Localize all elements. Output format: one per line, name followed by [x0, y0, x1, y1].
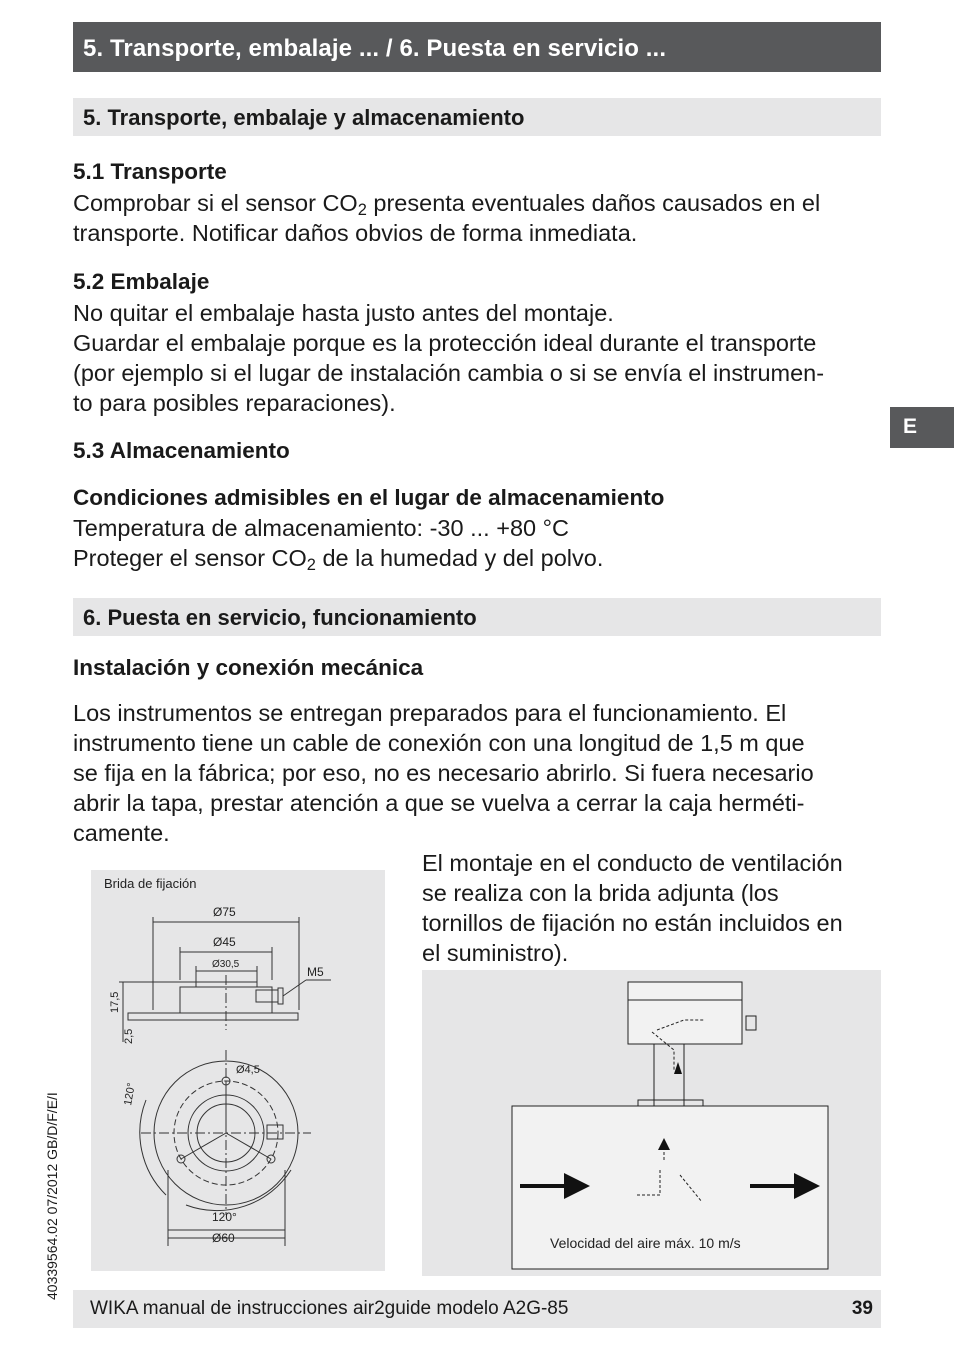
dim-hole-4: Ø4,5 [236, 1064, 260, 1076]
text-line: No quitar el embalaje hasta justo antes del montaje. [73, 300, 614, 326]
text-line: Los instrumentos se entregan preparados para el funcionamiento. El [73, 700, 787, 726]
dim-height-2: 2,5 [123, 1028, 135, 1044]
subsection-5-2-heading: 5.2 Embalaje [73, 269, 210, 294]
text-line: tornillos de fijación no están incluidos en [422, 910, 843, 936]
text-line: (por ejemplo si el lugar de instalación cambia o si se envía el instrumen- [73, 360, 825, 386]
section-5-heading [73, 98, 881, 136]
mounting-text [422, 848, 892, 968]
text-line: Guardar el embalaje porque es la protección ideal durante el transporte [73, 330, 817, 356]
duct-drawing [422, 970, 881, 1276]
dim-diameter-30: Ø30,5 [212, 959, 240, 970]
duct-drawing-svg [422, 970, 881, 1276]
storage-conditions-heading: Condiciones admisibles en el lugar de almacenamiento [73, 485, 665, 510]
text-fragment: presenta eventuales daños causados en el [366, 190, 821, 216]
dim-diameter-45: Ø45 [213, 935, 236, 949]
flange-drawing-svg [91, 870, 385, 1271]
section-6-heading [73, 598, 881, 636]
dim-diameter-75: Ø75 [213, 905, 236, 919]
dim-thread-m5: M5 [307, 965, 324, 979]
subsection-5-1-heading: 5.1 Transporte [73, 159, 227, 184]
page-header [73, 22, 881, 72]
installation-text [73, 698, 888, 848]
dim-height-17: 17,5 [109, 991, 121, 1013]
subsection-5-2-text [73, 298, 888, 418]
subscript: 2 [357, 201, 367, 220]
document-code: 40339564.02 07/2012 GB/D/F/E/I [44, 1092, 60, 1300]
text-line: abrir la tapa, prestar atención a que se vuelva a cerrar la caja herméti- [73, 790, 805, 816]
text-line: Temperatura de almacenamiento: -30 ... +80 °C [73, 515, 569, 541]
duct-caption: Velocidad del aire máx. 10 m/s [550, 1235, 741, 1251]
text-line: camente. [73, 820, 170, 846]
text-line: El montaje en el conducto de ventilación [422, 850, 843, 876]
page-header-title: 5. Transporte, embalaje ... / 6. Puesta en servicio ... [83, 35, 667, 62]
dim-diameter-60: Ø60 [212, 1231, 235, 1245]
installation-heading: Instalación y conexión mecánica [73, 655, 424, 680]
text-line [73, 543, 888, 573]
text-line: instrumento tiene un cable de conexión con una longitud de 1,5 m que [73, 730, 805, 756]
language-tab [890, 407, 954, 448]
flange-drawing [91, 870, 385, 1271]
text-line: se realiza con la brida adjunta (los [422, 880, 779, 906]
storage-conditions-text [73, 513, 888, 573]
subsection-5-1-text [73, 188, 888, 248]
page-number: 39 [851, 1298, 873, 1319]
flange-drawing-title: Brida de fijación [104, 876, 197, 891]
text-fragment: Comprobar si el sensor CO [73, 190, 358, 216]
text-fragment: Proteger el sensor CO [73, 545, 307, 571]
text-line: to para posibles reparaciones). [73, 390, 396, 416]
language-tab-label: E [903, 415, 918, 438]
footer-text: WIKA manual de instrucciones air2guide modelo A2G-85 [90, 1298, 569, 1319]
dim-angle-120-left: 120° [122, 1082, 138, 1107]
dim-angle-120-bottom: 120° [212, 1210, 237, 1224]
section-5-title: 5. Transporte, embalaje y almacenamiento [83, 105, 525, 130]
subscript: 2 [306, 556, 316, 575]
text-line [73, 188, 888, 218]
text-line: transporte. Notificar daños obvios de forma inmediata. [73, 220, 638, 246]
text-fragment: de la humedad y del polvo. [315, 545, 604, 571]
subsection-5-3-heading: 5.3 Almacenamiento [73, 438, 290, 463]
page-footer [73, 1290, 881, 1328]
text-line: se fija en la fábrica; por eso, no es necesario abrirlo. Si fuera necesario [73, 760, 814, 786]
text-line: el suministro). [422, 940, 569, 966]
section-6-title: 6. Puesta en servicio, funcionamiento [83, 605, 477, 630]
